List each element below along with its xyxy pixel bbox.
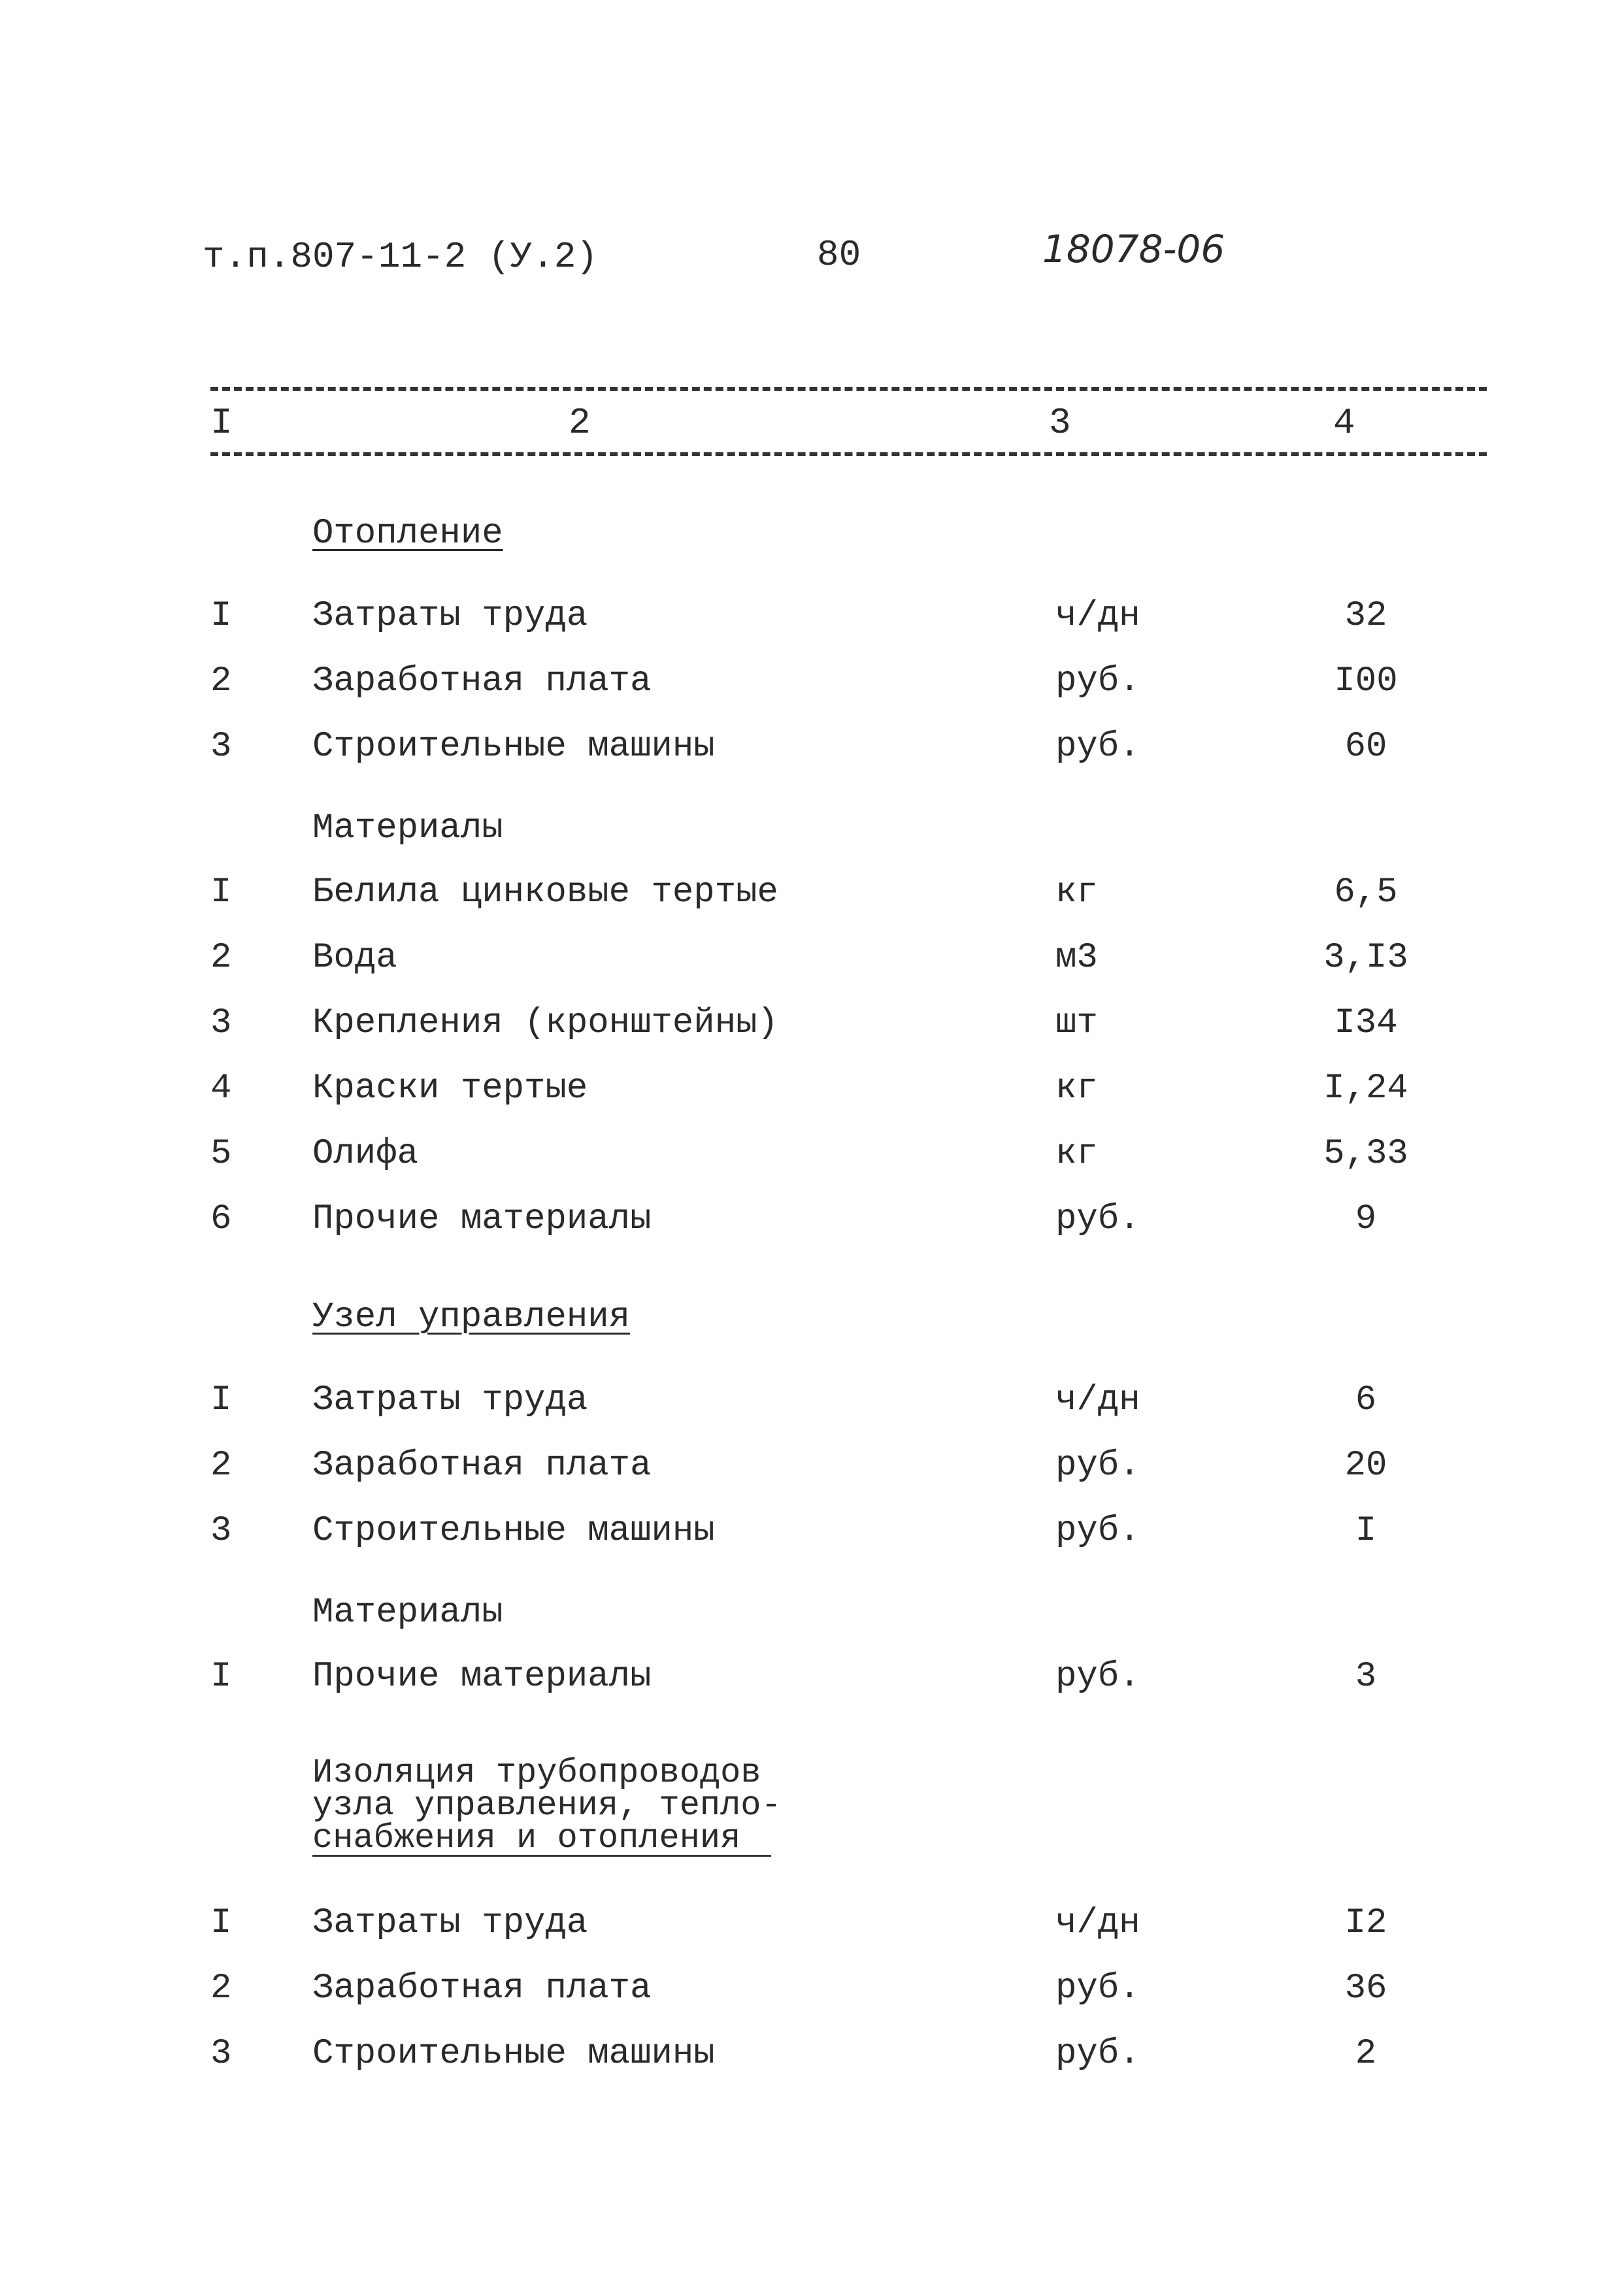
row-name: Крепления (кронштейны) <box>312 1003 778 1043</box>
row-name: Прочие материалы <box>312 1657 652 1697</box>
row-name: Заработная плата <box>312 661 652 701</box>
table-header-bottom-rule <box>210 452 1487 456</box>
row-number: 3 <box>210 1511 232 1551</box>
row-number: 3 <box>210 727 232 767</box>
inventory-number: 18078-06 <box>1042 227 1225 271</box>
row-name: Затраты труда <box>312 1380 588 1420</box>
column-header-3: 3 <box>1049 402 1071 444</box>
row-name: Олифа <box>312 1134 419 1174</box>
row-value: I2 <box>1344 1903 1387 1943</box>
row-name: Заработная плата <box>312 1969 652 2008</box>
row-unit: руб. <box>1055 1446 1140 1486</box>
row-value: 60 <box>1344 727 1387 767</box>
row-unit: руб. <box>1055 727 1140 767</box>
row-unit: руб. <box>1055 1199 1140 1239</box>
row-value: I,24 <box>1323 1069 1408 1108</box>
row-name: Строительные машины <box>312 727 715 767</box>
row-value: 6 <box>1355 1380 1377 1420</box>
row-number: I <box>210 1380 232 1420</box>
row-name: Строительные машины <box>312 1511 715 1551</box>
row-name: Строительные машины <box>312 2034 715 2074</box>
row-number: 3 <box>210 1003 232 1043</box>
row-number: I <box>210 873 232 912</box>
row-value: 32 <box>1344 596 1387 636</box>
row-unit: шт <box>1055 1003 1098 1043</box>
row-name: Прочие материалы <box>312 1199 652 1239</box>
row-value: 5,33 <box>1323 1134 1408 1174</box>
row-unit: руб. <box>1055 2034 1140 2074</box>
row-value: 20 <box>1344 1446 1387 1486</box>
row-number: 2 <box>210 1446 232 1486</box>
row-unit: руб. <box>1055 1969 1140 2008</box>
row-number: 2 <box>210 661 232 701</box>
row-value: 3 <box>1355 1657 1377 1697</box>
row-number: 3 <box>210 2034 232 2074</box>
row-value: 3,I3 <box>1323 938 1408 978</box>
materials-subtitle: Материалы <box>312 808 503 848</box>
section-title-insulation: Изоляция трубопроводов узла управления, тепло- снабжения и отопления <box>312 1754 782 1857</box>
row-unit: кг <box>1055 873 1098 912</box>
row-unit: ч/дн <box>1055 596 1140 636</box>
row-number: 5 <box>210 1134 232 1174</box>
row-number: 4 <box>210 1069 232 1108</box>
table-header-top-rule <box>210 387 1487 391</box>
row-number: I <box>210 596 232 636</box>
section-title-heating: Отопление <box>312 514 503 554</box>
row-value: 6,5 <box>1334 873 1398 912</box>
row-number: 2 <box>210 938 232 978</box>
row-value: 36 <box>1344 1969 1387 2008</box>
column-header-4: 4 <box>1333 402 1355 444</box>
row-unit: ч/дн <box>1055 1903 1140 1943</box>
row-unit: руб. <box>1055 1657 1140 1697</box>
row-number: I <box>210 1903 232 1943</box>
page-number: 80 <box>817 234 861 276</box>
column-header-2: 2 <box>569 402 591 444</box>
row-value: 9 <box>1355 1199 1377 1239</box>
row-name: Затраты труда <box>312 596 588 636</box>
row-unit: руб. <box>1055 1511 1140 1551</box>
row-unit: ч/дн <box>1055 1380 1140 1420</box>
row-number: I <box>210 1657 232 1697</box>
materials-subtitle: Материалы <box>312 1593 503 1633</box>
row-number: 2 <box>210 1969 232 2008</box>
row-unit: руб. <box>1055 661 1140 701</box>
row-value: I <box>1355 1511 1377 1551</box>
row-value: I00 <box>1334 661 1398 701</box>
row-value: 2 <box>1355 2034 1377 2074</box>
row-name: Затраты труда <box>312 1903 588 1943</box>
section-title-underline <box>312 1855 771 1857</box>
row-name: Заработная плата <box>312 1446 652 1486</box>
row-value: I34 <box>1334 1003 1398 1043</box>
row-name: Белила цинковые тертые <box>312 873 778 912</box>
row-unit: м3 <box>1055 938 1098 978</box>
row-number: 6 <box>210 1199 232 1239</box>
row-name: Вода <box>312 938 397 978</box>
document-reference: т.п.807-11-2 (У.2) <box>203 236 598 278</box>
row-unit: кг <box>1055 1069 1098 1108</box>
row-unit: кг <box>1055 1134 1098 1174</box>
row-name: Краски тертые <box>312 1069 588 1108</box>
section-title-control-unit: Узел управления <box>312 1297 631 1337</box>
column-header-1: I <box>210 402 233 444</box>
